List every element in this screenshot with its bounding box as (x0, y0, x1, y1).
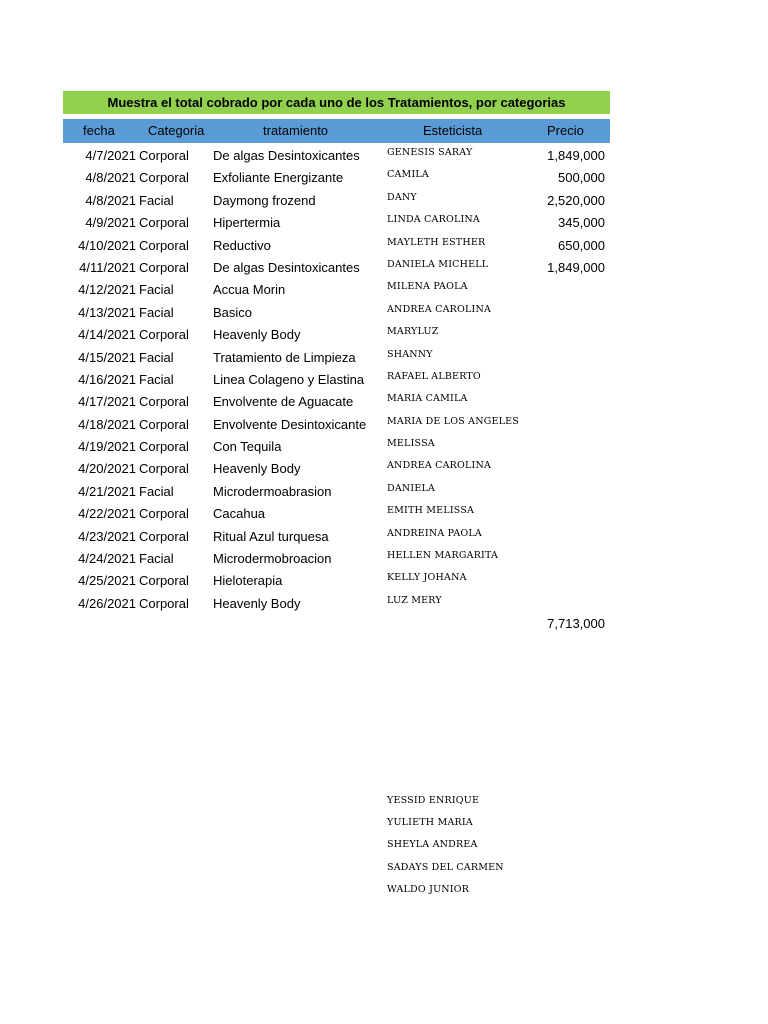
cell-esteticista: MAYLETH ESTHER (387, 236, 486, 248)
cell-tratamiento: Heavenly Body (213, 595, 301, 611)
cell-esteticista: ANDREINA PAOLA (387, 527, 482, 539)
cell-esteticista: GENESIS SARAY (387, 147, 473, 158)
total-precio: 7,713,000 (547, 616, 605, 631)
cell-fecha: 4/9/2021 (85, 215, 136, 231)
table-row (63, 324, 610, 346)
table-row (63, 458, 610, 480)
cell-esteticista: LUZ MERY (387, 594, 442, 606)
cell-fecha: 4/13/2021 (78, 304, 136, 320)
cell-categoria: Facial (139, 304, 174, 320)
cell-categoria: Facial (139, 551, 174, 567)
cell-fecha: 4/11/2021 (79, 259, 136, 275)
cell-categoria: Corporal (139, 416, 189, 432)
cell-tratamiento: Microdermoabrasion (213, 483, 332, 499)
cell-precio: 345,000 (558, 215, 605, 231)
cell-tratamiento: Microdermobroacion (213, 551, 332, 567)
cell-tratamiento: Heavenly Body (213, 327, 301, 343)
extra-names-list (387, 790, 504, 901)
cell-fecha: 4/10/2021 (78, 237, 136, 253)
cell-esteticista: MELISSA (387, 438, 435, 450)
extra-name: YULIETH MARIA (387, 817, 473, 829)
table-body (63, 145, 610, 615)
cell-categoria: Corporal (139, 461, 189, 477)
cell-categoria: Facial (139, 192, 174, 208)
cell-esteticista: SHANNY (387, 348, 433, 360)
cell-esteticista: MARIA CAMILA (387, 393, 468, 405)
cell-tratamiento: Heavenly Body (213, 461, 301, 477)
cell-tratamiento: Hipertermia (213, 215, 281, 231)
cell-categoria: Corporal (139, 573, 189, 589)
cell-esteticista: KELLY JOHANA (387, 572, 467, 584)
table-row (63, 167, 610, 189)
table-row (63, 414, 610, 436)
cell-tratamiento: Exfoliante Energizante (213, 170, 344, 186)
cell-esteticista: HELLEN MARGARITA (387, 550, 499, 562)
extra-name: YESSID ENRIQUE (387, 795, 480, 806)
table-row (63, 257, 610, 279)
cell-tratamiento: Ritual Azul turquesa (213, 528, 329, 544)
table-header (63, 119, 610, 143)
cell-fecha: 4/23/2021 (78, 528, 136, 544)
cell-categoria: Corporal (139, 439, 189, 455)
cell-categoria: Facial (139, 371, 174, 387)
cell-tratamiento: Envolvente de Aguacate (213, 394, 354, 410)
cell-esteticista: DANIELA MICHELL (387, 258, 489, 270)
table-row (63, 593, 610, 615)
cell-esteticista: EMITH MELISSA (387, 505, 475, 517)
cell-categoria: Corporal (139, 327, 189, 343)
cell-esteticista: DANY (387, 191, 417, 203)
cell-categoria: Corporal (139, 595, 189, 611)
report-title: Muestra el total cobrado por cada uno de los Tratamientos, por categorias (63, 91, 610, 114)
table-row (63, 212, 610, 234)
cell-tratamiento: Accua Morin (213, 282, 286, 298)
cell-tratamiento: Con Tequila (213, 439, 282, 455)
cell-categoria: Corporal (139, 170, 189, 186)
cell-fecha: 4/19/2021 (78, 439, 136, 455)
cell-tratamiento: Envolvente Desintoxicante (213, 416, 367, 432)
table-row (63, 235, 610, 257)
cell-esteticista: MARIA DE LOS ANGELES (387, 415, 520, 427)
cell-esteticista: MARYLUZ (387, 326, 439, 338)
cell-esteticista: DANIELA (387, 482, 436, 494)
cell-categoria: Facial (139, 483, 174, 499)
table-row (63, 548, 610, 570)
cell-fecha: 4/16/2021 (78, 371, 136, 387)
cell-fecha: 4/12/2021 (78, 282, 136, 298)
cell-esteticista: MILENA PAOLA (387, 281, 468, 293)
table-row (63, 369, 610, 391)
table-row (63, 347, 610, 369)
table-row (63, 481, 610, 503)
cell-categoria: Corporal (139, 528, 189, 544)
cell-esteticista: ANDREA CAROLINA (387, 460, 492, 472)
cell-tratamiento: De algas Desintoxicantes (213, 259, 360, 275)
header-tratamiento: tratamiento (263, 123, 329, 138)
cell-tratamiento: Hieloterapia (213, 573, 283, 589)
cell-fecha: 4/21/2021 (78, 483, 136, 499)
cell-fecha: 4/17/2021 (78, 394, 136, 410)
header-categoria: Categoria (148, 123, 205, 138)
cell-precio: 1,849,000 (547, 259, 605, 275)
cell-precio: 500,000 (558, 170, 605, 186)
cell-fecha: 4/20/2021 (78, 461, 136, 477)
cell-fecha: 4/22/2021 (78, 506, 136, 522)
table-row (63, 570, 610, 592)
cell-precio: 650,000 (558, 237, 605, 253)
cell-tratamiento: Daymong frozend (213, 192, 316, 208)
cell-fecha: 4/24/2021 (78, 551, 136, 567)
cell-categoria: Corporal (139, 259, 189, 275)
extra-name: WALDO JUNIOR (387, 883, 470, 895)
cell-tratamiento: Cacahua (213, 506, 266, 522)
table-row (63, 279, 610, 301)
cell-fecha: 4/18/2021 (78, 416, 136, 432)
cell-precio: 1,849,000 (547, 148, 605, 163)
cell-esteticista: RAFAEL ALBERTO (387, 370, 481, 382)
cell-fecha: 4/15/2021 (78, 349, 136, 365)
cell-categoria: Corporal (139, 394, 189, 410)
cell-precio: 2,520,000 (547, 192, 605, 208)
header-fecha: fecha (83, 123, 115, 138)
table-row (63, 145, 610, 167)
cell-tratamiento: Reductivo (213, 237, 271, 253)
cell-categoria: Facial (139, 282, 174, 298)
cell-fecha: 4/8/2021 (85, 192, 136, 208)
cell-tratamiento: Basico (213, 304, 253, 320)
cell-esteticista: CAMILA (387, 169, 429, 181)
cell-tratamiento: De algas Desintoxicantes (213, 148, 360, 163)
cell-categoria: Corporal (139, 237, 189, 253)
table-row (63, 436, 610, 458)
table-row (63, 391, 610, 413)
cell-fecha: 4/8/2021 (85, 170, 136, 186)
cell-esteticista: LINDA CAROLINA (387, 214, 480, 226)
cell-fecha: 4/7/2021 (85, 148, 136, 163)
cell-fecha: 4/14/2021 (78, 327, 136, 343)
cell-fecha: 4/26/2021 (78, 595, 136, 611)
header-esteticista: Esteticista (423, 123, 483, 138)
cell-categoria: Facial (139, 349, 174, 365)
table-row (63, 503, 610, 525)
cell-esteticista: ANDREA CAROLINA (387, 303, 492, 315)
table-row (63, 526, 610, 548)
cell-categoria: Corporal (139, 215, 189, 231)
header-precio: Precio (547, 123, 584, 138)
cell-tratamiento: Tratamiento de Limpieza (213, 349, 356, 365)
table-row (63, 302, 610, 324)
table-row (63, 190, 610, 212)
cell-fecha: 4/25/2021 (78, 573, 136, 589)
cell-categoria: Corporal (139, 148, 189, 163)
extra-name: SHEYLA ANDREA (387, 839, 478, 851)
cell-tratamiento: Linea Colageno y Elastina (213, 371, 365, 387)
extra-name: SADAYS DEL CARMEN (387, 861, 504, 873)
cell-categoria: Corporal (139, 506, 189, 522)
